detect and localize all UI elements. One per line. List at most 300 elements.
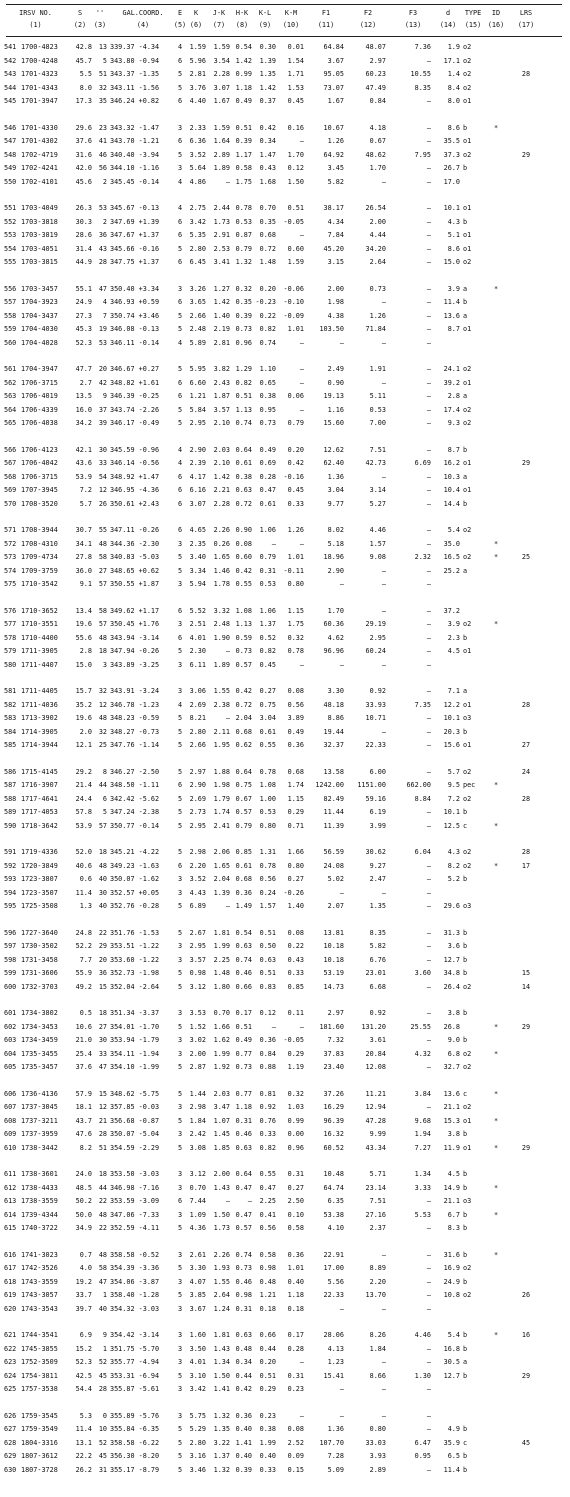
cell-type: c — [463, 821, 468, 830]
cell-s: 7.7 — [79, 955, 92, 964]
cell-s: 27.3 — [75, 311, 92, 320]
cell-f2: 0.67 — [369, 137, 386, 146]
cell-e: 3 — [177, 1331, 183, 1339]
cell-k: 2.69 — [189, 794, 206, 803]
cell-irsv: 1702-4101 — [21, 177, 58, 186]
cell-gal: 343.91 -3.24 — [110, 687, 160, 695]
cell-f2: 0.92 — [369, 1009, 386, 1017]
cell-e: 5 — [177, 1089, 183, 1098]
cell-irsv: 1703-4051 — [21, 244, 58, 253]
cell-k: 1.59 — [189, 43, 206, 51]
table-row — [0, 1263, 570, 1273]
cell-gal: 346.93 +0.59 — [110, 298, 160, 307]
cell-e: 6 — [177, 486, 183, 495]
cell-kl: 0.33 — [259, 1465, 276, 1474]
cell-s: 50.0 — [75, 1210, 92, 1219]
cell-km: — — [299, 338, 304, 347]
cell-irsv: 1754-3811 — [21, 1371, 58, 1380]
cell-hk: 0.64 — [235, 1170, 252, 1178]
cell-km: 0.68 — [287, 767, 304, 776]
cell-ss: 7 — [102, 311, 107, 320]
cell-ss: 23 — [98, 123, 107, 132]
cell-ss: 47 — [98, 1063, 107, 1072]
cell-hk: 0.49 — [235, 1036, 252, 1045]
cell-jk: 2.10 — [213, 419, 230, 428]
cell-e: 6 — [177, 258, 183, 267]
cell-type: o1 — [463, 244, 472, 253]
cell-d: 8.3 — [447, 1224, 460, 1233]
cell-ss: 22 — [98, 928, 107, 937]
cell-ss: 58 — [98, 1264, 107, 1273]
cell-f1: 45.20 — [323, 244, 344, 253]
cell-e: 3 — [177, 1304, 183, 1313]
cell-f3: — — [426, 1063, 431, 1072]
cell-jk: — — [225, 902, 230, 911]
cell-f1: 3.67 — [327, 56, 344, 65]
cell-k: 3.40 — [189, 553, 206, 562]
header-number-f2: (12) — [359, 21, 377, 29]
cell-hk: 1.18 — [235, 1103, 252, 1112]
cell-jk: 3.32 — [213, 606, 230, 615]
cell-e: 5 — [177, 727, 183, 736]
cell-type: o2 — [463, 1103, 472, 1112]
cell-no: 613 — [4, 1197, 17, 1206]
cell-jk: 3.82 — [213, 365, 230, 373]
cell-e: 5 — [177, 1371, 183, 1380]
cell-irsv: 1804-3316 — [21, 1438, 58, 1447]
cell-ss: 43 — [98, 244, 107, 253]
cell-d: 3.9 — [447, 284, 460, 293]
cell-e: 5 — [177, 1452, 183, 1461]
table-row — [0, 69, 570, 79]
table-row — [0, 445, 570, 455]
cell-no: 627 — [4, 1425, 17, 1434]
cell-f1: 24.08 — [323, 861, 344, 870]
cell-s: 52.3 — [75, 338, 92, 347]
cell-no: 599 — [4, 969, 17, 978]
table-row — [0, 1290, 570, 1300]
cell-s: 5.5 — [79, 70, 92, 79]
cell-hk: 1.13 — [235, 405, 252, 414]
cell-e: 5 — [177, 1063, 183, 1072]
cell-s: 8.2 — [79, 1143, 92, 1152]
table-row — [0, 1411, 570, 1421]
cell-jk: 2.26 — [213, 526, 230, 534]
cell-f3: — — [426, 284, 431, 293]
cell-jk: 1.48 — [213, 969, 230, 978]
cell-gal: 346.78 -1.23 — [110, 700, 160, 709]
table-row — [0, 566, 570, 576]
cell-f1: 3.45 — [327, 164, 344, 173]
header-number-f1: (11) — [317, 21, 335, 29]
cell-ss: 18 — [98, 1170, 107, 1178]
cell-kl: 0.24 — [259, 888, 276, 897]
cell-d: 10.1 — [443, 714, 460, 723]
cell-kl: 0.34 — [259, 137, 276, 146]
cell-no: 591 — [4, 848, 17, 856]
cell-km: 2.52 — [287, 1438, 304, 1447]
cell-f2: 9.08 — [369, 553, 386, 562]
cell-type: o3 — [463, 714, 472, 723]
cell-f3: 662.00 — [406, 781, 431, 790]
cell-kl: 1.42 — [259, 83, 276, 92]
cell-s: 37.6 — [75, 137, 92, 146]
cell-d: 35.0 — [443, 539, 460, 548]
cell-f2: — — [381, 727, 386, 736]
cell-ss: 33 — [98, 1049, 107, 1058]
cell-gal: 353.51 -1.22 — [110, 942, 160, 951]
cell-ss: 42 — [98, 378, 107, 387]
cell-f3: — — [426, 633, 431, 642]
cell-jk: 2.03 — [213, 445, 230, 454]
cell-kl: 0.51 — [259, 928, 276, 937]
cell-f3: 8.35 — [414, 83, 431, 92]
cell-kl: 0.98 — [259, 1264, 276, 1273]
cell-jk: 1.80 — [213, 982, 230, 991]
cell-f1: 1.23 — [327, 1358, 344, 1367]
cell-s: 40.6 — [75, 861, 92, 870]
cell-km: — — [299, 1022, 304, 1031]
table-row — [0, 391, 570, 401]
cell-ss: 9 — [102, 1331, 107, 1339]
cell-k: 2.98 — [189, 1103, 206, 1112]
table-row — [0, 1116, 570, 1126]
cell-no: 630 — [4, 1465, 17, 1474]
cell-hk: 0.73 — [235, 1264, 252, 1273]
cell-f1: — — [339, 1411, 344, 1420]
cell-no: 559 — [4, 325, 17, 334]
cell-gal: 350.61 +2.43 — [110, 499, 160, 508]
cell-s: 45.3 — [75, 325, 92, 334]
cell-k: 2.48 — [189, 325, 206, 334]
cell-k: 3.76 — [189, 83, 206, 92]
cell-s: 11.4 — [75, 1425, 92, 1434]
cell-kl: 0.47 — [259, 486, 276, 495]
cell-f1: 22.91 — [323, 1250, 344, 1259]
cell-gal: 350.07 -1.62 — [110, 875, 160, 884]
cell-no: 569 — [4, 486, 17, 495]
cell-lrs: 29 — [521, 1371, 531, 1380]
cell-s: 0.6 — [79, 875, 92, 884]
header-number-irsv: (1) — [29, 21, 42, 29]
cell-f1: 4.10 — [327, 1224, 344, 1233]
cell-f2: — — [381, 1358, 386, 1367]
cell-kl: 0.50 — [259, 942, 276, 951]
cell-km: 0.33 — [287, 969, 304, 978]
cell-ss: 52 — [98, 1358, 107, 1367]
cell-f3: 7.27 — [414, 1143, 431, 1152]
cell-k: 1.09 — [189, 1210, 206, 1219]
cell-k: 4.01 — [189, 1358, 206, 1367]
cell-irsv: 1704-3923 — [21, 298, 58, 307]
cell-ss: 9 — [102, 392, 107, 401]
cell-e: 4 — [177, 445, 183, 454]
table-row — [0, 780, 570, 790]
table-row — [0, 1330, 570, 1340]
cell-ss: 57 — [98, 580, 107, 589]
cell-f3: — — [426, 606, 431, 615]
cell-ss: 40 — [98, 875, 107, 884]
cell-s: 26.2 — [75, 1465, 92, 1474]
table-row — [0, 1384, 570, 1394]
cell-type: o2 — [463, 848, 472, 856]
cell-lrs: 29 — [521, 1143, 531, 1152]
cell-k: 2.66 — [189, 311, 206, 320]
cell-kl: — — [271, 1022, 276, 1031]
cell-jk: 1.81 — [213, 928, 230, 937]
cell-hk: 0.87 — [235, 231, 252, 240]
cell-gal: 358.58 -0.52 — [110, 1250, 160, 1259]
cell-f3: — — [426, 1291, 431, 1300]
cell-f3: 10.55 — [410, 70, 431, 79]
cell-f2: 48.07 — [365, 43, 386, 51]
cell-no: 629 — [4, 1452, 17, 1461]
cell-k: 4.43 — [189, 888, 206, 897]
cell-f2: 1151.00 — [357, 781, 386, 790]
cell-no: 624 — [4, 1371, 17, 1380]
cell-e: 5 — [177, 928, 183, 937]
cell-type: o2 — [463, 1063, 472, 1072]
cell-s: 42.1 — [75, 445, 92, 454]
cell-jk: 1.65 — [213, 861, 230, 870]
cell-d: 35.9 — [443, 1438, 460, 1447]
cell-km: -0.09 — [283, 311, 304, 320]
cell-e: 6 — [177, 633, 183, 642]
cell-irsv: 1704-3947 — [21, 365, 58, 373]
header-label-lrs: LRS — [519, 9, 533, 17]
cell-f3: 1.30 — [414, 1371, 431, 1380]
cell-gal: 354.01 -1.70 — [110, 1022, 160, 1031]
cell-k: 4.86 — [189, 177, 206, 186]
cell-gal: 348.27 -0.73 — [110, 727, 160, 736]
cell-f1: — — [339, 888, 344, 897]
cell-no: 625 — [4, 1385, 17, 1394]
cell-gal: 353.31 -6.94 — [110, 1371, 160, 1380]
cell-type: b — [463, 955, 468, 964]
cell-irsv: 1706-4019 — [21, 392, 58, 401]
cell-s: 43.6 — [75, 459, 92, 468]
cell-d: 16.9 — [443, 1264, 460, 1273]
cell-e: 3 — [177, 660, 183, 669]
cell-irsv: 1759-3545 — [21, 1411, 58, 1420]
cell-d: 3.6 — [447, 942, 460, 951]
cell-irsv: 1714-3905 — [21, 727, 58, 736]
table-row — [0, 968, 570, 978]
cell-no: 598 — [4, 955, 17, 964]
cell-s: 19.6 — [75, 714, 92, 723]
cell-f3: — — [426, 955, 431, 964]
cell-kl: 0.82 — [259, 1143, 276, 1152]
cell-k: 3.30 — [189, 1264, 206, 1273]
cell-f1: — — [339, 1304, 344, 1313]
cell-d: 5.4 — [447, 1331, 460, 1339]
cell-no: 562 — [4, 378, 17, 387]
cell-hk: 0.31 — [235, 1116, 252, 1125]
cell-km: 1.54 — [287, 56, 304, 65]
cell-gal: 350.74 +3.46 — [110, 311, 160, 320]
table-row — [0, 405, 570, 415]
cell-gal: 354.11 -1.94 — [110, 1049, 160, 1058]
cell-lrs: 28 — [521, 700, 531, 709]
cell-d: 31.6 — [443, 1250, 460, 1259]
cell-f2: 23.01 — [365, 969, 386, 978]
cell-km: 2.50 — [287, 1197, 304, 1206]
cell-irsv: 1701-4323 — [21, 70, 58, 79]
cell-f3: — — [426, 660, 431, 669]
cell-e: 5 — [177, 419, 183, 428]
cell-ss: 53 — [98, 204, 107, 212]
cell-km: 1.03 — [287, 1103, 304, 1112]
cell-e: 5 — [177, 969, 183, 978]
cell-s: 34.1 — [75, 539, 92, 548]
cell-kl: 0.53 — [259, 808, 276, 817]
cell-kl: 1.06 — [259, 526, 276, 534]
table-row — [0, 1277, 570, 1287]
cell-irsv: 1745-3855 — [21, 1344, 58, 1353]
cell-f1: 1.36 — [327, 1425, 344, 1434]
cell-type: o2 — [463, 365, 472, 373]
cell-s: 47.7 — [75, 365, 92, 373]
cell-k: 3.26 — [189, 284, 206, 293]
cell-km: 0.22 — [287, 942, 304, 951]
cell-k: 3.46 — [189, 1465, 206, 1474]
cell-f3: — — [426, 486, 431, 495]
table-row — [0, 700, 570, 710]
cell-f2: 33.03 — [365, 1438, 386, 1447]
cell-k: 3.06 — [189, 687, 206, 695]
cell-s: 42.8 — [75, 43, 92, 51]
cell-kl: 0.81 — [259, 1089, 276, 1098]
cell-f1: 15.41 — [323, 1371, 344, 1380]
cell-type: b — [463, 445, 468, 454]
cell-km: 0.36 — [287, 741, 304, 750]
cell-hk: 0.63 — [235, 486, 252, 495]
cell-no: 584 — [4, 727, 17, 736]
cell-ss: 28 — [98, 258, 107, 267]
cell-f3: — — [426, 1304, 431, 1313]
cell-no: 588 — [4, 794, 17, 803]
cell-hk: 0.66 — [235, 982, 252, 991]
cell-jk: 2.21 — [213, 486, 230, 495]
cell-jk: 1.92 — [213, 1063, 230, 1072]
cell-km: — — [299, 405, 304, 414]
cell-f3: — — [426, 1264, 431, 1273]
cell-km: 0.06 — [287, 392, 304, 401]
cell-hk: 0.08 — [235, 539, 252, 548]
cell-d: 12.5 — [443, 821, 460, 830]
cell-e: 5 — [177, 714, 183, 723]
cell-jk: 1.35 — [213, 1425, 230, 1434]
cell-km: -0.05 — [283, 1036, 304, 1045]
cell-kl: 0.73 — [259, 419, 276, 428]
cell-d: 15.0 — [443, 258, 460, 267]
cell-d: 9.0 — [447, 1036, 460, 1045]
cell-hk: 1.32 — [235, 258, 252, 267]
cell-km: 0.31 — [287, 1371, 304, 1380]
cell-gal: 343.89 -3.25 — [110, 660, 160, 669]
cell-km: — — [299, 1411, 304, 1420]
table-row — [0, 42, 570, 52]
cell-s: 33.7 — [75, 1291, 92, 1300]
cell-km: -0.16 — [283, 472, 304, 481]
cell-no: 612 — [4, 1183, 17, 1192]
cell-f2: 20.84 — [365, 1049, 386, 1058]
cell-f3: — — [426, 298, 431, 307]
cell-type: o1 — [463, 137, 472, 146]
cell-ss: 13 — [98, 43, 107, 51]
cell-jk: 2.19 — [213, 325, 230, 334]
cell-f1: 0.90 — [327, 378, 344, 387]
header-number-s: (2) — [73, 21, 87, 29]
cell-e: 3 — [177, 1250, 183, 1259]
cell-f1: — — [339, 338, 344, 347]
cell-f3: — — [426, 647, 431, 656]
cell-ss: 56 — [98, 164, 107, 173]
cell-km: 1.70 — [287, 150, 304, 159]
cell-gal: 344.10 -1.16 — [110, 164, 160, 173]
cell-no: 607 — [4, 1103, 17, 1112]
cell-k: 5.35 — [189, 231, 206, 240]
cell-id: * — [493, 1143, 499, 1152]
cell-irsv: 1737-3959 — [21, 1130, 58, 1139]
cell-kl: 1.10 — [259, 365, 276, 373]
cell-irsv: 1709-3759 — [21, 566, 58, 575]
cell-k: 2.97 — [189, 767, 206, 776]
cell-km: — — [299, 539, 304, 548]
cell-jk: 2.89 — [213, 150, 230, 159]
cell-km: 0.17 — [287, 1331, 304, 1339]
cell-kl: 0.63 — [259, 955, 276, 964]
cell-kl: 0.28 — [259, 472, 276, 481]
cell-k: 1.84 — [189, 1116, 206, 1125]
cell-type: o1 — [463, 1143, 472, 1152]
cell-f3: — — [426, 1358, 431, 1367]
cell-f3: 2.32 — [414, 553, 431, 562]
cell-gal: 340.83 -5.03 — [110, 553, 160, 562]
cell-kl: 0.18 — [259, 1304, 276, 1313]
cell-f3: — — [426, 164, 431, 173]
cell-gal: 343.37 -1.35 — [110, 70, 160, 79]
cell-jk: 2.11 — [213, 727, 230, 736]
cell-d: 11.4 — [443, 298, 460, 307]
cell-hk: 0.31 — [235, 1304, 252, 1313]
cell-irsv: 1706-4339 — [21, 405, 58, 414]
cell-e: 3 — [177, 164, 183, 173]
cell-type: o2 — [463, 83, 472, 92]
cell-ss: 10 — [98, 1425, 107, 1434]
cell-k: 3.07 — [189, 499, 206, 508]
cell-f1: 95.05 — [323, 70, 344, 79]
cell-k: 5.95 — [189, 365, 206, 373]
cell-kl: 0.78 — [259, 861, 276, 870]
cell-km: 0.00 — [287, 1130, 304, 1139]
cell-jk: 3.54 — [213, 56, 230, 65]
cell-gal: 355.89 -5.76 — [110, 1411, 160, 1420]
cell-s: 13.4 — [75, 606, 92, 615]
cell-e: 3 — [177, 1411, 183, 1420]
cell-km: — — [299, 137, 304, 146]
cell-d: 16.5 — [443, 553, 460, 562]
cell-km: 0.40 — [287, 1277, 304, 1286]
cell-k: 5.94 — [189, 580, 206, 589]
cell-jk: 1.79 — [213, 794, 230, 803]
cell-s: 15.2 — [75, 1344, 92, 1353]
cell-no: 601 — [4, 1009, 17, 1017]
cell-e: 6 — [177, 526, 183, 534]
cell-type: o2 — [463, 405, 472, 414]
header-number-kl: (9) — [258, 21, 272, 29]
cell-d: 13.6 — [443, 311, 460, 320]
